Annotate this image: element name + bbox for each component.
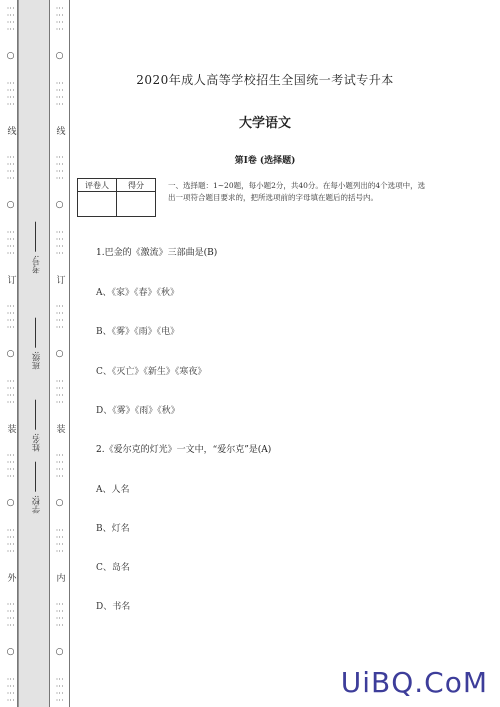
exam-title: 2020年成人高等学校招生全国统一考试专升本	[136, 73, 394, 87]
question-2-option-a[interactable]: A、人名	[96, 485, 130, 495]
seal-circle: ○	[5, 497, 16, 508]
question-2-option-b[interactable]: B、灯名	[96, 524, 130, 534]
watermark-logo: UiBQ.CoM	[340, 666, 488, 699]
instruction-text: 一、选择题：1~20题，每小题2分，共40分。在每小题列出的4个选项中，选出一项符合题目要求的，把所选项前的字母填在题后的括号内。	[168, 181, 426, 202]
question-1-option-c[interactable]: C、《灭亡》《新生》《寒夜》	[96, 367, 207, 377]
binding-line-edge	[69, 0, 70, 707]
outer-marker-line: 线	[5, 125, 16, 135]
question-2-option-c[interactable]: C、岛名	[96, 563, 130, 573]
seal-circle: ○	[54, 348, 65, 359]
field-name[interactable]	[30, 400, 42, 452]
field-class[interactable]	[30, 318, 42, 370]
inner-seal-column: ⋮⋮⋮⋮ ○ ⋮⋮⋮⋮ 线 ⋮⋮⋮⋮ ○ ⋮⋮⋮⋮ 订 ⋮⋮⋮⋮ ○ ⋮⋮⋮⋮ 装 ⋮⋮⋮⋮ ○ ⋮⋮⋮⋮ 内 ⋮⋮⋮⋮ ○ ⋮⋮⋮⋮	[54, 4, 65, 703]
inner-marker-order: 订	[54, 274, 65, 284]
field-label: 考号:	[31, 255, 41, 274]
seal-circle: ○	[5, 646, 16, 657]
inner-marker-line: 线	[54, 125, 65, 135]
question-1-option-a[interactable]: A、《家》《春》《秋》	[96, 288, 180, 298]
seal-circle: ○	[54, 646, 65, 657]
question-1-option-b[interactable]: B、《雾》《雨》《电》	[96, 327, 180, 337]
question-2-option-d[interactable]: D、书名	[96, 602, 131, 612]
outer-marker-order: 订	[5, 274, 16, 284]
section-title: 第I卷 (选择题)	[234, 156, 296, 166]
question-2-stem: 2.《爱尔克的灯光》一文中，“爱尔克”是(A)	[96, 445, 272, 455]
outer-seal-column: ⋮⋮⋮⋮ ○ ⋮⋮⋮⋮ 线 ⋮⋮⋮⋮ ○ ⋮⋮⋮⋮ 订 ⋮⋮⋮⋮ ○ ⋮⋮⋮⋮ 装 ⋮⋮⋮⋮ ○ ⋮⋮⋮⋮ 外 ⋮⋮⋮⋮ ○ ⋮⋮⋮⋮	[5, 4, 16, 703]
outer-marker-outside: 外	[5, 572, 16, 582]
inner-marker-bind: 装	[54, 423, 65, 433]
subject-title: 大学语文	[238, 116, 291, 131]
seal-circle: ○	[54, 497, 65, 508]
score-table	[77, 178, 156, 217]
binding-margin	[0, 0, 70, 707]
seal-circle: ○	[54, 50, 65, 61]
field-exam-number[interactable]	[30, 222, 42, 274]
seal-circle: ○	[5, 348, 16, 359]
field-label: 班级:	[31, 351, 41, 370]
binding-line-outer	[17, 0, 18, 707]
score-label: 得分	[117, 179, 156, 192]
grader-label: 评卷人	[78, 179, 117, 192]
grader-cell[interactable]	[78, 192, 117, 217]
field-label: 学校:	[31, 495, 41, 514]
question-1-option-d[interactable]: D、《雾》《雨》《秋》	[96, 406, 180, 416]
field-school[interactable]	[30, 462, 42, 514]
score-cell[interactable]	[117, 192, 156, 217]
seal-circle: ○	[5, 199, 16, 210]
binding-line-inner	[49, 0, 50, 707]
field-label: 姓名:	[31, 433, 41, 452]
seal-circle: ○	[54, 199, 65, 210]
inner-marker-inside: 内	[54, 572, 65, 582]
question-1-stem: 1.巴金的《激流》三部曲是(B)	[96, 248, 218, 258]
outer-marker-bind: 装	[5, 423, 16, 433]
seal-circle: ○	[5, 50, 16, 61]
